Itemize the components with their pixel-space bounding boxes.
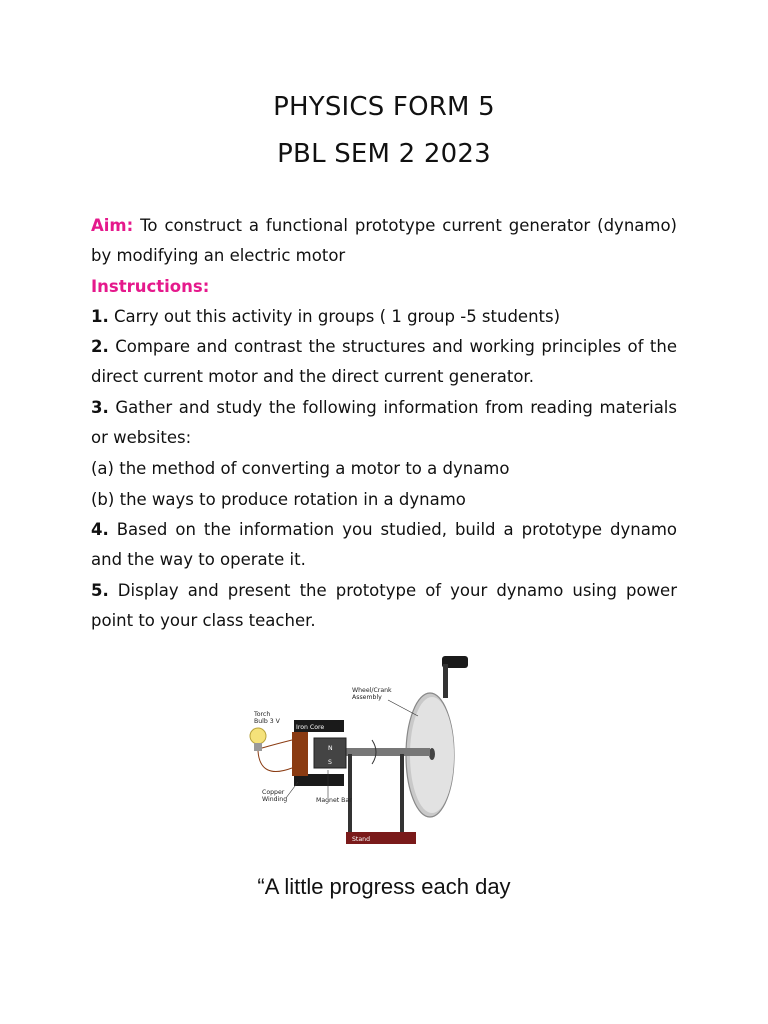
bulb-icon xyxy=(250,728,266,744)
instruction-number: 5. xyxy=(91,581,109,600)
instruction-text: (b) the ways to produce rotation in a dynamo xyxy=(91,490,466,509)
instruction-text: Based on the information you studied, build a prototype dynamo and the way to operate it. xyxy=(91,520,677,570)
stand-post xyxy=(400,754,404,834)
document-subtitle: PBL SEM 2 2023 xyxy=(277,139,491,169)
torch-label-2: Bulb 3 V xyxy=(254,718,280,725)
copper-label-2: Winding xyxy=(262,796,288,803)
instruction-text: Display and present the prototype of your dynamo using power point to your class teacher. xyxy=(91,581,677,631)
copper-winding xyxy=(292,732,308,776)
south-pole-label: S xyxy=(328,759,332,766)
north-pole-label: N xyxy=(328,745,333,752)
wheel-label: Wheel/Crank xyxy=(352,687,392,694)
instructions-heading xyxy=(91,272,677,302)
aim-paragraph xyxy=(91,211,677,272)
leader-line xyxy=(388,700,418,716)
instructions-label: Instructions: xyxy=(91,277,210,296)
torch-label: Torch xyxy=(254,711,271,718)
stand-post xyxy=(348,754,352,834)
leader-line xyxy=(286,782,298,798)
dynamo-diagram xyxy=(246,652,472,848)
instruction-text: Gather and study the following information from reading materials or websites: xyxy=(91,398,677,448)
crank-arm xyxy=(443,664,448,698)
instruction-number: 2. xyxy=(91,337,109,356)
motivational-quote: “A little progress each day xyxy=(257,874,511,899)
instruction-item xyxy=(91,332,677,393)
instruction-item xyxy=(91,515,677,576)
stand-label: Stand xyxy=(352,836,370,843)
bulb-base xyxy=(254,743,262,751)
instruction-text: Compare and contrast the structures and working principles of the direct current motor and the direct current generator. xyxy=(91,337,677,387)
wheel-label-2: Assembly xyxy=(352,694,382,701)
instruction-number: 3. xyxy=(91,398,109,417)
instruction-text: Carry out this activity in groups ( 1 group -5 students) xyxy=(108,307,561,326)
instruction-subitem xyxy=(91,485,677,515)
instruction-item xyxy=(91,393,677,454)
aim-label: Aim: xyxy=(91,216,134,235)
wire xyxy=(262,740,292,748)
axle xyxy=(342,748,430,756)
instruction-subitem xyxy=(91,454,677,484)
document-title: PHYSICS FORM 5 xyxy=(273,92,495,122)
instruction-number: 1. xyxy=(91,307,109,326)
iron-core-label: Iron Core xyxy=(296,724,325,731)
instruction-item xyxy=(91,302,677,332)
instruction-number: 4. xyxy=(91,520,109,539)
magnet-label: Magnet Bar xyxy=(316,797,352,804)
copper-label: Copper xyxy=(262,789,285,796)
wire xyxy=(258,751,292,772)
instruction-item xyxy=(91,576,677,637)
instruction-text: (a) the method of converting a motor to a dynamo xyxy=(91,459,510,478)
aim-text: To construct a functional prototype current generator (dynamo) by modifying an electric motor xyxy=(91,216,677,266)
